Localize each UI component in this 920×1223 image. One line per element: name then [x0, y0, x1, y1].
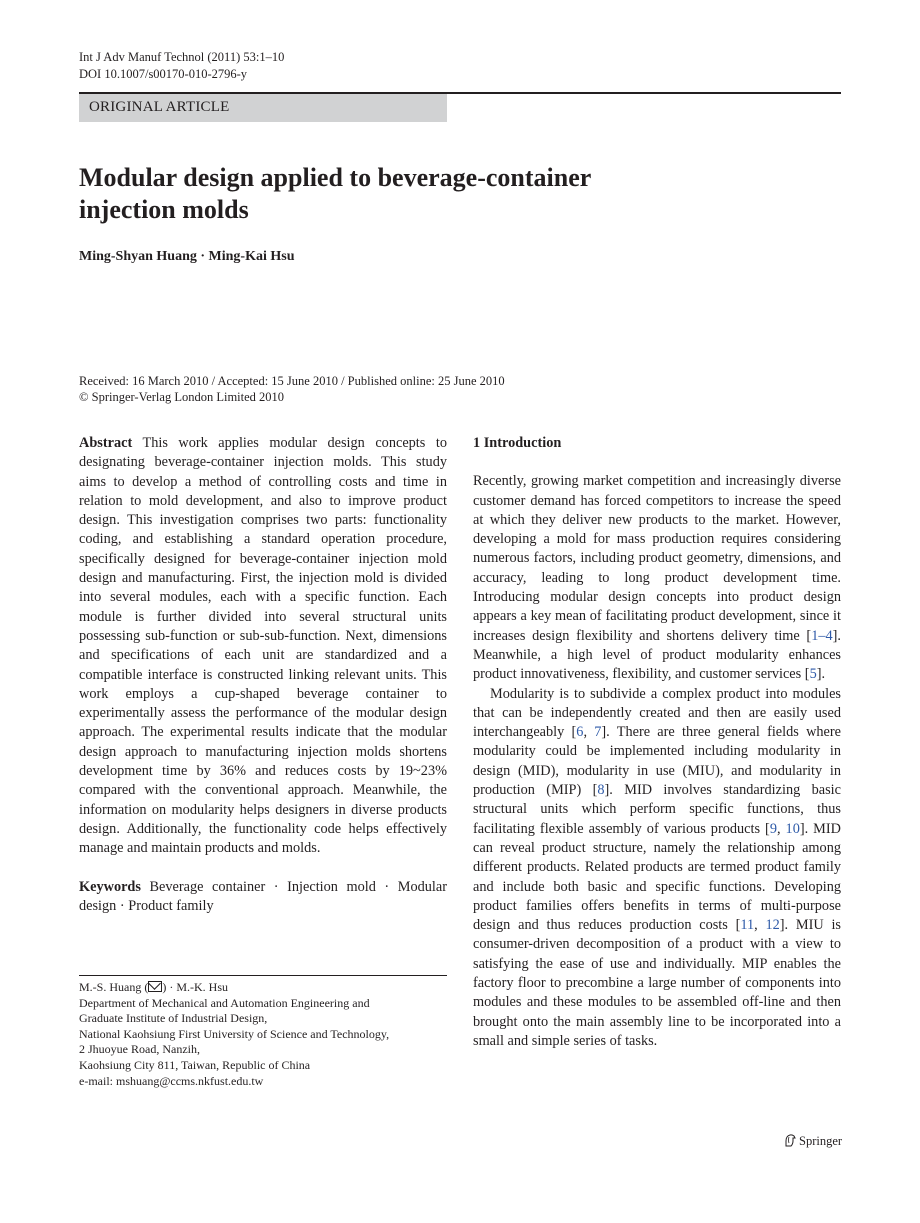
- envelope-icon: [148, 981, 162, 992]
- text-run: ]. MID involves standardizing basic structural units which perform specific functions, thus facilitating flexible assembly of various products [: [473, 782, 841, 837]
- publication-dates: Received: 16 March 2010 / Accepted: 15 June 2010 / Published online: 25 June 2010: [79, 374, 505, 388]
- publisher-name: Springer: [799, 1134, 843, 1148]
- abstract-text: This work applies modular design concepts to designating beverage-container injection molds. This study aims to develop a method of controlling costs and time in relation to mold development, and also to improve product design. This investigation comprises two parts: functionality coding, and establishing a standard operation procedure, specifically designed for beverage-container injection mold design and manufacturing. First, the injection mold is divided into several modules, each with a specific function. Each module is further divided into several structural units possessing sub-function or sub-sub-function. Next, dimensions and specifications of each unit are standardized and a compatible interface is constructed linking relevant units. This work employs a cup-shaped beverage container to experimentally assess the performance of the modular design approach. The experimental results indicate that the modular design approach to manufacturing injection molds shortens development time by 36% and reduces costs by 19~23% compared with the conventional approach. Meanwhile, the information on modularity helps designers in diverse products design. Additionally, the functionality code helps effectively manage and maintain products and molds.: [79, 435, 447, 857]
- citation-link[interactable]: 8: [597, 782, 605, 799]
- keywords-heading: Keywords: [79, 878, 141, 895]
- journal-citation: Int J Adv Manuf Technol (2011) 53:1–10: [79, 50, 285, 64]
- intro-paragraph-2: Modularity is to subdivide a complex product into modules that can be independently created and then are easily used interchangeably [6, 7]. There are three general fields where modularity could be implemented including modularity in design (MID), modularity in use (MIU), and modularity in production (MIP) [8]. MID involves standardizing basic structural units which perform specific functions, thus facilitating flexible assembly of various products [9, 10]. MID can reveal product structure, namely the relationship among different products. Related products are termed product family and include both basic and specific functions. Developing product families offers benefits in terms of multi-purpose design and thus reduces production costs [11, 12]. MIU is consumer-driven decomposition of a product with a view to satisfying the ease of use and individually. MIP enables the factory floor to precombine a large number of components into modules and these modules to be assembled off-line and then brought onto the main assembly line to be incorporated into a small and simple series of tasks.: [473, 685, 841, 1049]
- citation-link[interactable]: 9: [769, 820, 777, 837]
- section-heading: 1 Introduction: [473, 435, 562, 451]
- text-run: Recently, growing market competition and increasingly diverse customer demand has forced competitors to increase the speed at which they deliver new products to the market. However, developing a mold for mass production requires considering numerous factors, including product geometry, dimensions, and accuracy, leading to long product development time. Introducing modular design concepts into product design appears a key mean of facilitating product development, since it increases design flexibility and shortens delivery time [: [473, 473, 841, 644]
- keywords-text: Beverage container · Injection mold · Modular design · Product family: [79, 878, 447, 914]
- affiliation-line: 2 Jhuoyue Road, Nanzih,: [79, 1042, 200, 1057]
- citation-link[interactable]: 11: [740, 917, 755, 934]
- intro-paragraph-1: [473, 472, 841, 684]
- citation-link[interactable]: 10: [785, 820, 800, 837]
- article-type-band: [79, 94, 447, 122]
- abstract-heading: Abstract: [79, 435, 133, 451]
- dates-block: [79, 373, 505, 405]
- affiliation-footnote: [79, 980, 447, 1089]
- text-run: ]. MIU is consumer-driven decomposition of a product with a view to satisfying the ease of use and individually. MIP enables the factory floor to precombine a large number of components into modules and these modules to be assembled off-line and then brought onto the main assembly line to be incorporated into a small and simple series of tasks.: [473, 917, 841, 1049]
- footnote-rule: [79, 975, 447, 976]
- citation-link[interactable]: 12: [765, 917, 780, 934]
- left-column: [79, 434, 447, 916]
- keywords: [79, 878, 447, 917]
- citation-link[interactable]: 1–4: [811, 627, 833, 644]
- affiliation-line: National Kaohsiung First University of Science and Technology,: [79, 1026, 390, 1041]
- springer-horse-icon: [783, 1133, 797, 1147]
- copyright: © Springer-Verlag London Limited 2010: [79, 390, 285, 404]
- article-type: ORIGINAL ARTICLE: [89, 99, 230, 115]
- affiliation-line: Department of Mechanical and Automation Engineering and: [79, 995, 370, 1010]
- affiliation-line: Kaohsiung City 811, Taiwan, Republic of China: [79, 1057, 311, 1072]
- citation-link[interactable]: 6: [576, 724, 584, 741]
- text-run: ]. Meanwhile, a high level of product modularity enhances product innovativeness, flexibility, and customer services [: [473, 627, 841, 683]
- citation-link[interactable]: 5: [809, 666, 817, 683]
- authors: Ming-Shyan Huang · Ming-Kai Hsu: [79, 249, 295, 264]
- right-column: [473, 434, 841, 1051]
- title-line-2: injection molds: [79, 195, 249, 224]
- text-run: ]. MID can reveal product structure, namely the relationship among different products. Related products are termed product family and include both basic and specific functions. Developing product families offers benefits in terms of multi-purpose design and thus reduces production costs [: [473, 820, 841, 934]
- footnote-author-a: M.-S. Huang (: [79, 980, 149, 994]
- email: e-mail: mshuang@ccms.nkfust.edu.tw: [79, 1073, 264, 1088]
- footnote-authors: [79, 980, 447, 996]
- text-run: ].: [816, 666, 826, 683]
- doi: DOI 10.1007/s00170-010-2796-y: [79, 67, 248, 81]
- text-run: ]. There are three general fields where modularity could be implemented including modularity in design (MID), modularity in use (MIU), and modularity in production (MIP) [: [473, 724, 841, 799]
- text-run: Modularity is to subdivide a complex product into modules that can be independently created and then are easily used interchangeably [: [473, 685, 841, 741]
- publisher-logo: [783, 1133, 842, 1149]
- title-line-1: Modular design applied to beverage-container: [79, 163, 592, 192]
- page-title: [79, 162, 779, 226]
- affiliation-line: Graduate Institute of Industrial Design,: [79, 1011, 268, 1026]
- citation-link[interactable]: 7: [594, 724, 602, 741]
- abstract: [79, 434, 447, 859]
- footnote-author-b: ) · M.-K. Hsu: [162, 980, 228, 994]
